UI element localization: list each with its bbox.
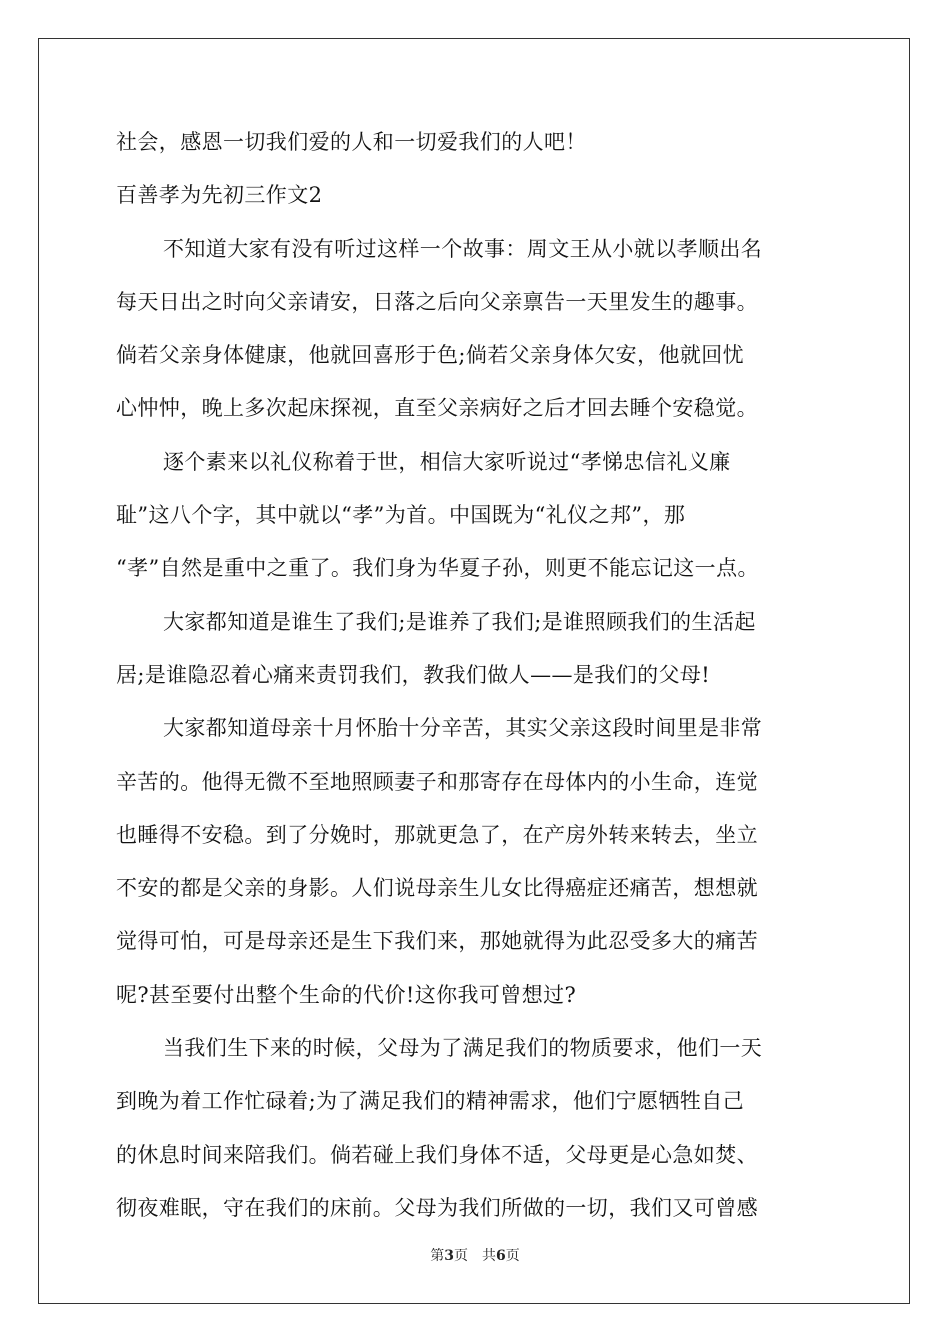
paragraph-line: 大家都知道是谁生了我们;是谁养了我们;是谁照顾我们的生活起 [163,609,756,634]
paragraph-line: 当我们生下来的时候，父母为了满足我们的物质要求，他们一天 [163,1036,763,1061]
total-pages-number: 6 [496,1248,506,1264]
paragraph-line: 不安的都是父亲的身影。人们说母亲生儿女比得癌症还痛苦，想想就 [116,876,758,901]
footer-total-suffix: 页 [505,1248,520,1264]
paragraph-line: “孝”自然是重中之重了。我们身为华夏子孙，则更不能忘记这一点。 [116,556,759,581]
section-title: 百善孝为先初三作文2 [116,183,323,208]
paragraph-line: 不知道大家有没有听过这样一个故事：周文王从小就以孝顺出名 [163,236,763,261]
paragraph-line: 到晚为着工作忙碌着;为了满足我们的精神需求，他们宁愿牺牲自己 [116,1089,745,1114]
paragraph-line: 大家都知道母亲十月怀胎十分辛苦，其实父亲这段时间里是非常 [163,716,763,741]
paragraph-line: 彻夜难眠，守在我们的床前。父母为我们所做的一切，我们又可曾感 [116,1195,758,1220]
current-page-number: 3 [444,1248,454,1264]
paragraph-line: 心忡忡，晚上多次起床探视，直至父亲病好之后才回去睡个安稳觉。 [116,396,758,421]
paragraph-line: 每天日出之时向父亲请安，日落之后向父亲禀告一天里发生的趣事。 [116,289,758,314]
footer-prefix: 第 [430,1248,445,1264]
paragraph-line: 倘若父亲身体健康，他就回喜形于色;倘若父亲身体欠安，他就回忧 [116,343,745,368]
paragraph-line: 的休息时间来陪我们。倘若碰上我们身体不适，父母更是心急如焚、 [116,1142,758,1167]
text-line: 社会，感恩一切我们爱的人和一切爱我们的人吧！ [116,130,587,154]
page-footer [0,1247,950,1265]
document-body [116,128,836,1247]
footer-page-suffix: 页 [454,1248,468,1264]
paragraph-line: 辛苦的。他得无微不至地照顾妻子和那寄存在母体内的小生命，连觉 [116,769,758,794]
paragraph-line: 居;是谁隐忍着心痛来责罚我们，教我们做人——是我们的父母! [116,662,711,687]
paragraph-line: 呢?甚至要付出整个生命的代价!这你我可曾想过? [116,982,577,1007]
footer-total-prefix: 共 [482,1248,496,1264]
paragraph-line: 也睡得不安稳。到了分娩时，那就更急了，在产房外转来转去，坐立 [116,822,758,847]
paragraph-line: 觉得可怕，可是母亲还是生下我们来，那她就得为此忍受多大的痛苦 [116,929,758,954]
paragraph-line: 逐个素来以礼仪称着于世，相信大家听说过“孝悌忠信礼义廉 [163,449,731,474]
paragraph-line: 耻”这八个字，其中就以“孝”为首。中国既为“礼仪之邦”，那 [116,503,686,528]
